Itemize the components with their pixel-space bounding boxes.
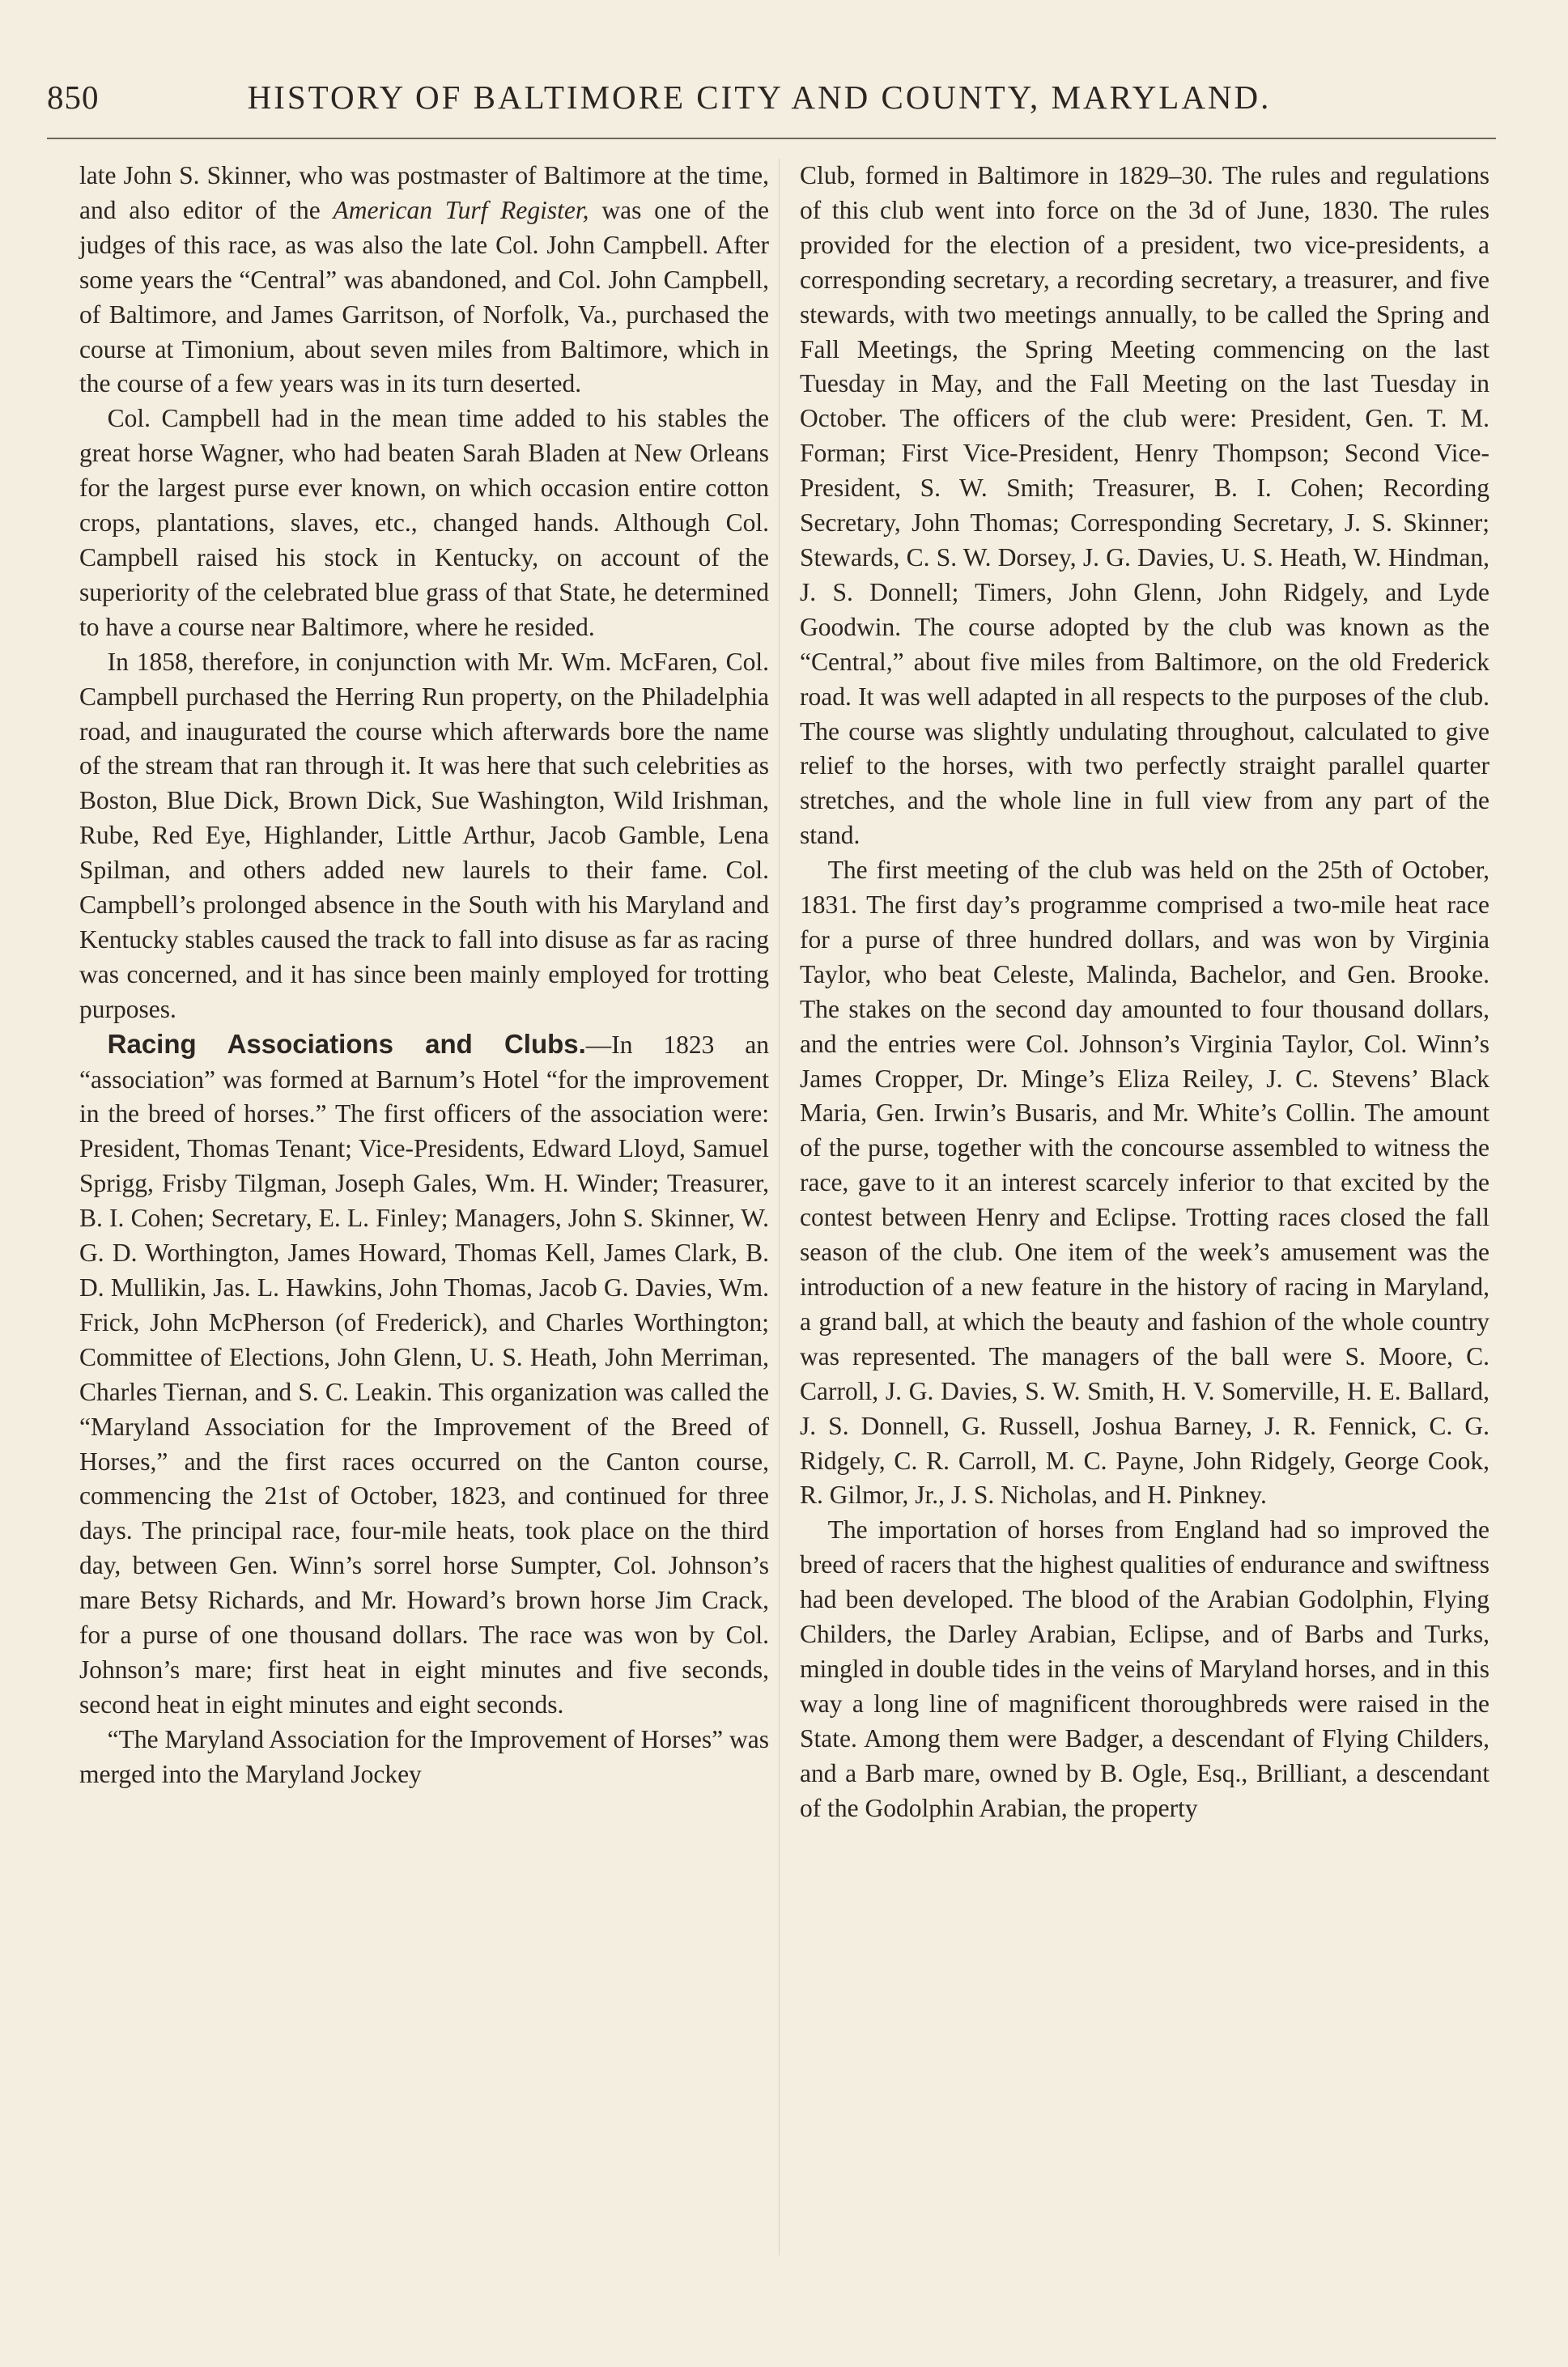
header-rule	[47, 138, 1496, 139]
running-title: HISTORY OF BALTIMORE CITY AND COUNTY, MARYLAND.	[247, 79, 1272, 116]
publication-title: American Turf Register,	[333, 195, 589, 224]
page-number: 850	[47, 79, 100, 116]
left-paragraph-3: In 1858, therefore, in conjunction with Mr. Wm. McFaren, Col. Campbell purchased the Herring Run property, on the Philadelphia road, and inaugurated the course which afterwards bore the name of the stream that ran through it. It was here that such celebrities as Boston, Blue Dick, Brown Dick, Sue Washington, Wild Irishman, Rube, Red Eye, Highlander, Little Arthur, Jacob Gamble, Lena Spilman, and others added new laurels to their fame. Col. Campbell’s prolonged absence in the South with his Maryland and Kentucky stables caused the track to fall into disuse as far as racing was concerned, and it has since been mainly employed for trotting purposes.	[79, 647, 769, 1023]
left-paragraph-4	[79, 1027, 769, 1723]
right-paragraph-2: The first meeting of the club was held on the 25th of October, 1831. The first day’s programme comprised a two-mile heat race for a purse of three hundred dollars, and was won by Virginia Taylor, who beat Celeste, Malinda, Bachelor, and Gen. Brooke. The stakes on the second day amounted to four thousand dollars, and the entries were Col. Johnson’s Virginia Taylor, Col. Winn’s James Cropper, Dr. Minge’s Eliza Reiley, J. C. Stevens’ Black Maria, Gen. Irwin’s Busaris, and Mr. White’s Collin. The amount of the purse, together with the concourse assembled to witness the race, gave to it an interest scarcely inferior to that excited by the contest between Henry and Eclipse. Trotting races closed the fall season of the club. One item of the week’s amusement was the introduction of a new feature in the history of racing in Maryland, a grand ball, at which the beauty and fashion of the whole country was represented. The managers of the ball were S. Moore, C. Carroll, J. G. Davies, S. W. Smith, H. V. Somerville, H. E. Ballard, J. S. Donnell, G. Russell, Joshua Barney, J. R. Fennick, C. G. Ridgely, C. R. Carroll, M. C. Payne, John Ridgely, George Cook, R. Gilmor, Jr., J. S. Nicholas, and H. Pinkney.	[800, 856, 1489, 1510]
text-run: was one of the judges of this race, as was also the late Col. John Campbell. After some years the “Central” was abandoned, and Col. John Campbell, of Baltimore, and James Garritson, of Norfolk, Va., purchased the course at Timonium, about seven miles from Baltimore, which in the course of a few years was in its turn deserted.	[79, 195, 769, 398]
page-header	[47, 78, 1310, 126]
text-run: late John S. Skinner, who was postmaster of Baltimore at the time, and also editor of the	[79, 161, 769, 224]
right-column	[800, 159, 1489, 1826]
left-paragraph-1	[79, 159, 769, 402]
column-divider	[779, 159, 780, 2255]
right-paragraph-3: The importation of horses from England had so improved the breed of racers that the highest qualities of endurance and swiftness had been developed. The blood of the Arabian Godolphin, Flying Childers, the Darley Arabian, Eclipse, and of Barbs and Turks, mingled in double tides in the veins of Maryland horses, and in this way a long line of magnificent thoroughbreds were raised in the State. Among them were Badger, a descendant of Flying Childers, and a Barb mare, owned by B. Ogle, Esq., Brilliant, a descendant of the Godolphin Arabian, the property	[800, 1515, 1489, 1822]
left-paragraph-5: “The Maryland Association for the Improvement of Horses” was merged into the Maryland Jockey	[79, 1724, 769, 1788]
section-heading: Racing Associations and Clubs.	[107, 1028, 586, 1059]
right-paragraph-1: Club, formed in Baltimore in 1829–30. The rules and regulations of this club went into force on the 3d of June, 1830. The rules provided for the election of a president, two vice-presidents, a corresponding secretary, a recording secretary, a treasurer, and five stewards, with two meetings annually, to be called the Spring and Fall Meetings, the Spring Meeting commencing on the last Tuesday in May, and the Fall Meeting on the last Tuesday in October. The officers of the club were: President, Gen. T. M. Forman; First Vice-President, Henry Thompson; Second Vice-President, S. W. Smith; Treasurer, B. I. Cohen; Recording Secretary, John Thomas; Corresponding Secretary, J. S. Skinner; Stewards, C. S. W. Dorsey, J. G. Davies, U. S. Heath, W. Hindman, J. S. Donnell; Timers, John Glenn, John Ridgely, and Lyde Goodwin. The course adopted by the club was known as the “Central,” about five miles from Baltimore, on the old Frederick road. It was well adapted in all respects to the purposes of the club. The course was slightly undulating throughout, calculated to give relief to the horses, with two perfectly straight parallel quarter stretches, and the whole line in full view from any part of the stand.	[800, 161, 1489, 850]
text-run: —In 1823 an “association” was formed at Barnum’s Hotel “for the improvement in the breed of horses.” The first officers of the association were: President, Thomas Tenant; Vice-Presidents, Edward Lloyd, Samuel Sprigg, Frisby Tilgman, Joseph Gales, Wm. H. Winder; Treasurer, B. I. Cohen; Secretary, E. L. Finley; Managers, John S. Skinner, W. G. D. Worthington, James Howard, Thomas Kell, James Clark, B. D. Mullikin, Jas. L. Hawkins, John Thomas, Jacob G. Davies, Wm. Frick, John McPherson (of Frederick), and Charles Worthington; Committee of Elections, John Glenn, U. S. Heath, John Merriman, Charles Tiernan, and S. C. Leakin. This organization was called the “Maryland Association for the Improvement of the Breed of Horses,” and the first races occurred on the Canton course, commencing the 21st of October, 1823, and continued for three days. The principal race, four-mile heats, took place on the third day, between Gen. Winn’s sorrel horse Sumpter, Col. Johnson’s mare Betsy Richards, and Mr. Howard’s brown horse Jim Crack, for a purse of one thousand dollars. The race was won by Col. Johnson’s mare; first heat in eight minutes and five seconds, second heat in eight minutes and eight seconds.	[79, 1030, 769, 1719]
left-paragraph-2: Col. Campbell had in the mean time added to his stables the great horse Wagner, who had beaten Sarah Bladen at New Orleans for the largest purse ever known, on which occasion entire cotton crops, plantations, slaves, etc., changed hands. Although Col. Campbell raised his stock in Kentucky, on account of the superiority of the celebrated blue grass of that State, he determined to have a course near Baltimore, where he resided.	[79, 404, 769, 641]
left-column	[79, 159, 769, 1792]
